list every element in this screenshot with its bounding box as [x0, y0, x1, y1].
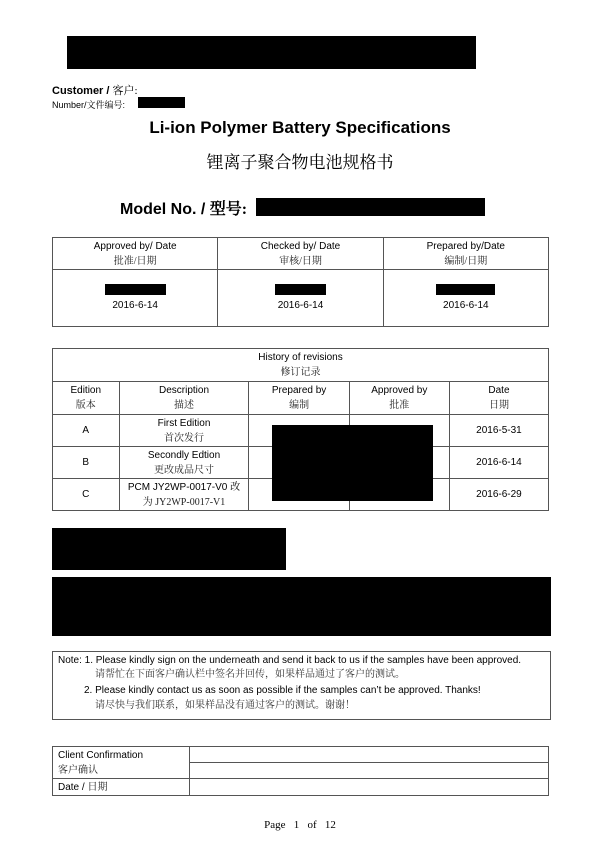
table-row: B Secondly Edtion 更改成品尺寸 2016-6-14: [53, 447, 549, 479]
client-signature-field[interactable]: [190, 747, 549, 763]
note-line-1-cn: 请帮忙在下面客户确认栏中签名并回传，如果样品通过了客户的测试。: [95, 669, 405, 680]
note-line-2: 2. Please kindly contact us as soon as possible if the samples can’t be approved. Thanks!: [84, 685, 481, 696]
redacted-block-large: [52, 577, 551, 636]
page-title: Li-ion Polymer Battery Specifications: [149, 118, 451, 137]
redacted-signature: [436, 284, 495, 295]
redacted-block-small: [52, 528, 286, 570]
client-confirmation-table: Client Confirmation 客户确认 Date / 日期: [52, 746, 549, 796]
client-signature-field-2[interactable]: [190, 763, 549, 779]
client-confirmation-label: Client Confirmation: [58, 749, 144, 761]
page-title-cn: 锂离子聚合物电池规格书: [206, 153, 394, 172]
revision-history-table: History of revisions 修订记录 Edition 版本 Description 描述 Prepared by 编制 Approved by 批准 Date 日期 A First Edition 首次发行 2016-5-31 B Secondly Edtion 更改成品尺寸 2016-6-14 C PCM JY2WP-0017-V0 改 为 JY2WP-0017-V1 2016-6-29: [52, 348, 549, 511]
table-row: A First Edition 首次发行 2016-5-31: [53, 415, 549, 447]
prepared-date: 2016-6-14: [443, 299, 489, 311]
model-number-label: Model No. / 型号:: [120, 201, 248, 218]
date-field[interactable]: [190, 779, 549, 796]
note-line-2-cn: 请尽快与我们联系，如果样品没有通过客户的测试。谢谢！: [95, 700, 355, 711]
table-row: C PCM JY2WP-0017-V0 改 为 JY2WP-0017-V1 2016-6-29: [53, 479, 549, 511]
redacted-signatures-block: [272, 425, 433, 501]
page-number: Page 1 of 12: [264, 819, 336, 831]
customer-label: Customer / 客户:: [52, 85, 138, 97]
approval-table: Approved by/ Date 批准/日期 Checked by/ Date 审核/日期 Prepared by/Date 编制/日期 2016-6-14 2016-6-14 2016-6-14: [52, 237, 549, 327]
note-box: [52, 651, 551, 720]
redacted-company-name: [67, 36, 476, 69]
document-number-label: Number/文件编号:: [52, 100, 126, 110]
approval-date: 2016-6-14: [112, 299, 158, 311]
date-label: Date / 日期: [53, 779, 190, 796]
redacted-model-number: [256, 198, 485, 216]
note-line-1: Note: 1. Please kindly sign on the underneath and send it back to us if the samples have been approved.: [58, 655, 522, 666]
revisions-title: History of revisions: [258, 352, 343, 363]
checked-date: 2016-6-14: [277, 299, 324, 311]
redacted-document-number: [138, 97, 185, 108]
redacted-signature: [275, 284, 326, 295]
redacted-signature: [105, 284, 166, 295]
